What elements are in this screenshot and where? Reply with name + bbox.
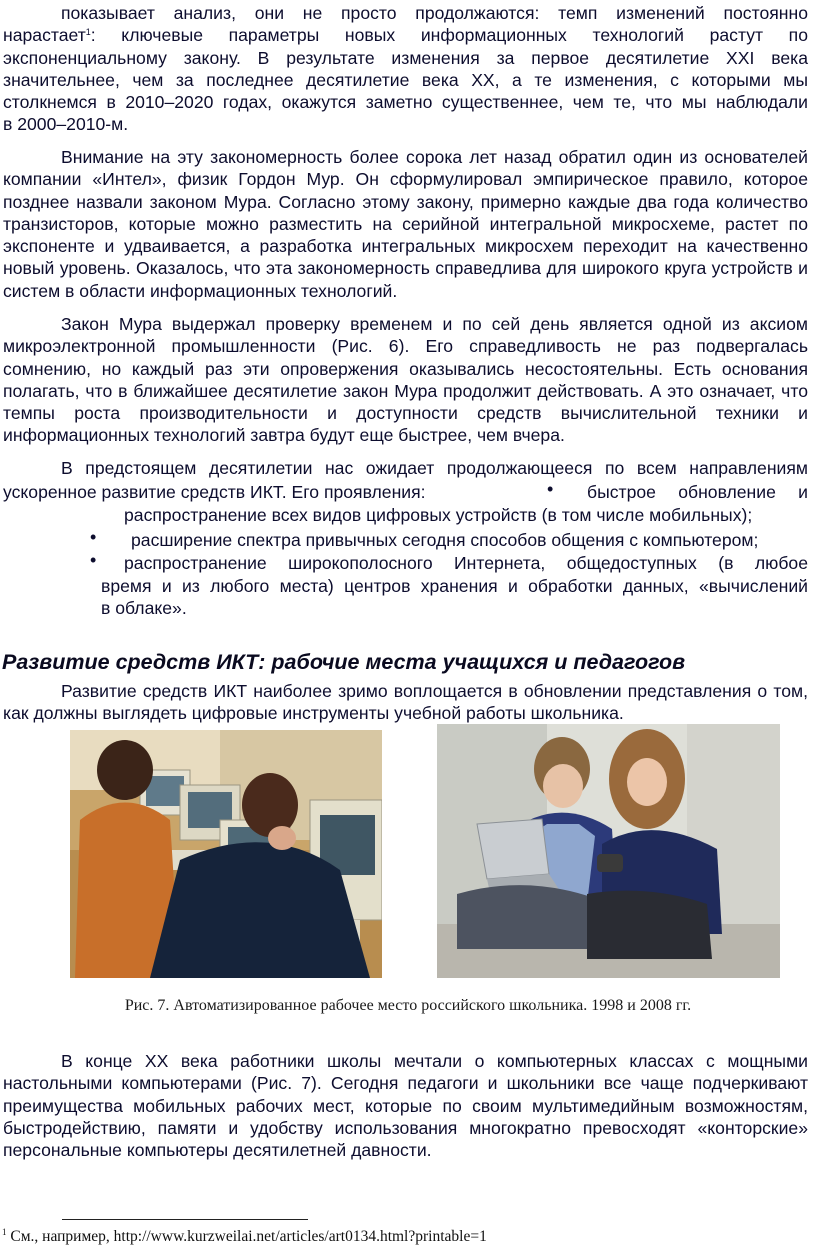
figure-caption: Рис. 7. Автоматизированное рабочее место российского школьника. 1998 и 2008 гг. bbox=[124, 997, 692, 1014]
footnote-reference[interactable]: 1 bbox=[85, 27, 91, 38]
bullet-icon: • bbox=[547, 479, 554, 499]
footnote-divider bbox=[62, 1219, 308, 1220]
paragraph-text: Закон Мура выдержал проверку временем и по сей день является одной из аксиом микроэлектронной промышленности (Рис. 6). Его справедливость не раз подвергалась сомнению, но каждый раз эти опровержения оказывались несостоятельны. Есть основания полагать, что в ближайшее десятилетие закон Мура продолжит действовать. А это означает, что темпы роста производительности и доступности средств вычислительной техники и информационных технологий завтра будут еще быстрее, чем вчера. bbox=[3, 314, 808, 446]
bullet-text: быстрое обновление и bbox=[587, 482, 808, 502]
bullet-text: время и из любого места) центров хранения и обработки данных, «вычислений bbox=[101, 576, 808, 596]
paragraph-text: ускоренное развитие средств ИКТ. Его проявления: bbox=[3, 482, 426, 502]
paragraph-line: в 2000–2010-м. bbox=[3, 114, 129, 135]
paragraph-line: В предстоящем десятилетии нас ожидает продолжающееся по всем направлениям bbox=[61, 458, 808, 478]
paragraph-line: столкнемся в 2010–2020 годах, окажутся заметно существеннее, чем те, что мы наблюдали bbox=[3, 92, 808, 113]
paragraph-text: Внимание на эту закономерность более сорока лет назад обратил один из основателей компании «Интел», физик Гордон Мур. Он сформулировал эмпирическое правило, которое позднее назвали законом Мура. Согласно этому закону, примерно каждые два года количество транзисторов, которые можно разместить на серийной интегральной микросхеме, растет по экспоненте и удваивается, а разработка интегральных микросхем переходит на качественно новый уровень. Оказалось, что эта закономерность справедлива для широкого круга устройств и систем в области информационных технологий. bbox=[3, 147, 808, 301]
footnote bbox=[2, 1228, 487, 1246]
paragraph-line: нарастает$^1$: ключевые параметры новых информационных технологий растут по bbox=[3, 25, 808, 46]
footnote-number: 1 bbox=[2, 1227, 7, 1237]
paragraph-line: значительнее, чем за последнее десятилетие века XX, а те изменения, с которыми мы bbox=[3, 69, 808, 90]
students-image bbox=[437, 724, 780, 978]
paragraph-2 bbox=[3, 146, 808, 302]
bullet-item-2 bbox=[131, 529, 808, 551]
bullet-item-3 bbox=[124, 552, 808, 574]
photo-classroom-1998 bbox=[70, 730, 382, 978]
classroom-image bbox=[70, 730, 382, 978]
bullet-item-1-continued bbox=[124, 504, 808, 526]
photo-laptop-students-2008 bbox=[437, 724, 780, 978]
bullet-icon: • bbox=[90, 550, 97, 570]
paragraph-3 bbox=[3, 313, 808, 447]
paragraph-text: В конце XX века работники школы мечтали о компьютерных классах с мощными настольными компьютерами (Рис. 7). Сегодня педагоги и школьники все чаще подчеркивают преимущества мобильных рабочих мест, которые по своим мультимедийным возможностям, быстродействию, памяти и удобству использования многократно превосходят «конторские» персональные компьютеры десятилетней давности. bbox=[3, 1051, 808, 1161]
paragraph-4 bbox=[3, 457, 808, 479]
footnote-text[interactable]: См., например, http://www.kurzweilai.net/articles/art0134.html?printable=1 bbox=[10, 1228, 487, 1245]
section-heading: Развитие средств ИКТ: рабочие места учащихся и педагогов bbox=[2, 650, 686, 674]
paragraph-6 bbox=[3, 1050, 808, 1161]
bullet-text: в облаке». bbox=[101, 598, 187, 619]
paragraph-line: показывает анализ, они не просто продолжаются: темп изменений постоянно bbox=[61, 3, 808, 23]
paragraph-text: Развитие средств ИКТ наиболее зримо воплощается в обновлении представления о том, как должны выглядеть цифровые инструменты учебной работы школьника. bbox=[3, 681, 808, 724]
paragraph-5 bbox=[3, 680, 808, 725]
bullet-text: расширение спектра привычных сегодня способов общения с компьютером; bbox=[131, 530, 759, 550]
bullet-text: распространение широкополосного Интернета, общедоступных (в любое bbox=[124, 553, 808, 573]
bullet-text: распространение всех видов цифровых устройств (в том числе мобильных); bbox=[124, 505, 753, 525]
bullet-item-1 bbox=[587, 481, 808, 503]
paragraph-1 bbox=[3, 2, 808, 136]
bullet-icon: • bbox=[90, 527, 97, 547]
paragraph-line: экспоненциальному закону. В результате изменения за первое десятилетие XXI века bbox=[3, 47, 808, 68]
bullet-item-3-continued bbox=[101, 575, 808, 620]
